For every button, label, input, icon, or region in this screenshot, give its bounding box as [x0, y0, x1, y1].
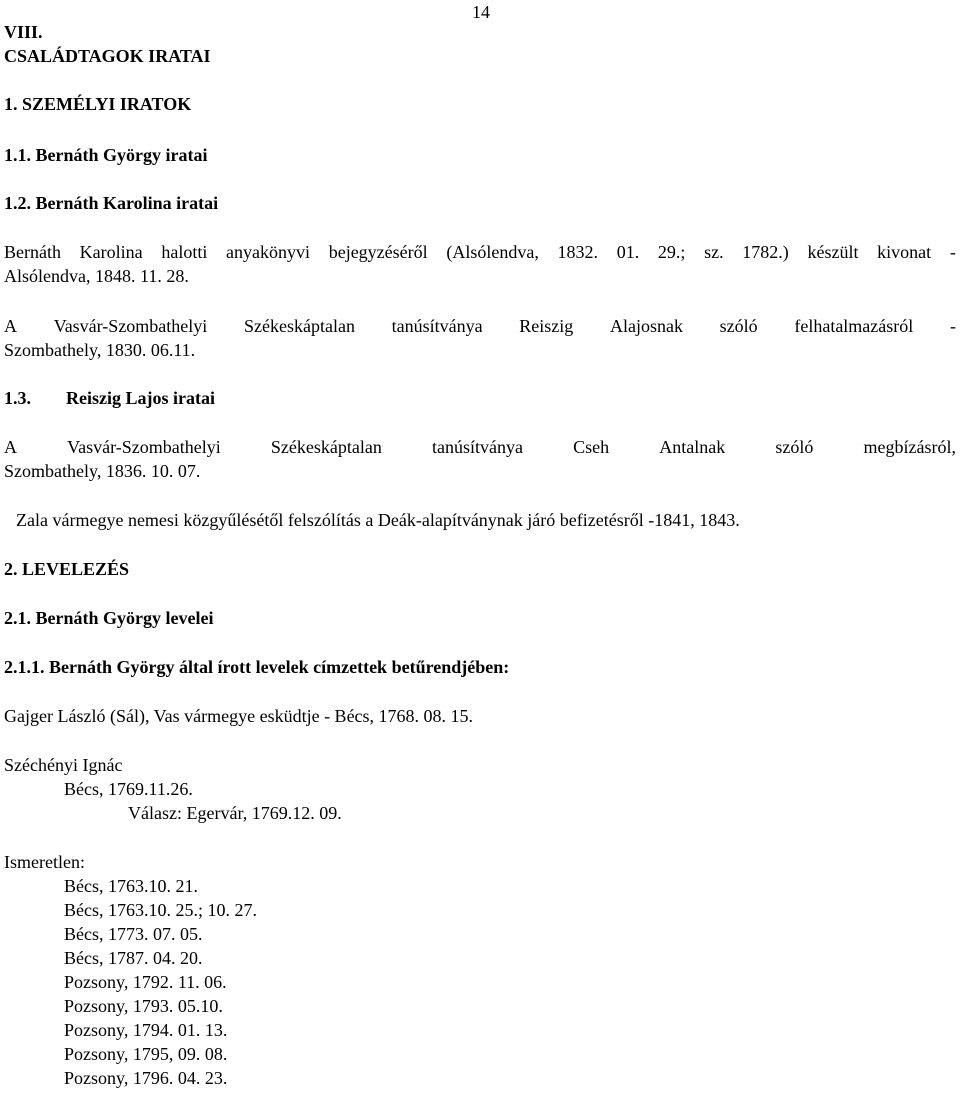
document-entry-karolina-line1 — [4, 240, 956, 264]
letter-entry-unknown: Pozsony, 1792. 11. 06. — [64, 972, 227, 992]
subsubsection-heading-written-letters: 2.1.1. Bernáth György által írott levelek címzettek betűrendjében: — [4, 657, 510, 677]
word: A — [4, 316, 17, 336]
letter-entry-unknown: Bécs, 1773. 07. 05. — [64, 924, 203, 944]
letter-entry-unknown: Pozsony, 1795, 09. 08. — [64, 1044, 228, 1064]
word: - — [949, 316, 956, 336]
letter-entry-gajger: Gajger László (Sál), Vas vármegye esküdtje - Bécs, 1768. 08. 15. — [4, 706, 474, 726]
word: szóló — [719, 316, 758, 336]
page-number: 14 — [472, 2, 490, 22]
letter-list-unknown — [64, 874, 257, 1090]
document-entry-mandate-line2: Szombathely, 1836. 10. 07. — [4, 461, 201, 481]
section-heading-personal-documents: 1. SZEMÉLYI IRATOK — [4, 94, 192, 114]
recipient-name-szechenyi: Széchényi Ignác — [4, 755, 123, 775]
document-entry-authorization-line2: Szombathely, 1830. 06.11. — [4, 340, 196, 360]
word: szóló — [775, 437, 814, 457]
letter-entry-unknown: Pozsony, 1793. 05.10. — [64, 996, 223, 1016]
word: tanúsítványa — [391, 316, 483, 336]
letter-entry-unknown: Bécs, 1763.10. 21. — [64, 876, 198, 896]
reply-entry-szechenyi: Válasz: Egervár, 1769.12. 09. — [128, 803, 342, 823]
word: Reiszig — [519, 316, 574, 336]
recipient-name-unknown: Ismeretlen: — [4, 852, 85, 872]
word: Vasvár-Szombathelyi — [53, 316, 208, 336]
word: kivonat — [877, 242, 932, 262]
word: Cseh — [573, 437, 610, 457]
word: tanúsítványa — [431, 437, 523, 457]
chapter-title: CSALÁDTAGOK IRATAI — [4, 46, 211, 66]
word: sz. — [704, 242, 724, 262]
word: megbízásról, — [863, 437, 956, 457]
document-entry-mandate-line1 — [4, 435, 956, 459]
word: felhatalmazásról — [794, 316, 914, 336]
section-heading-correspondence: 2. LEVELEZÉS — [4, 559, 130, 579]
word: Székeskáptalan — [270, 437, 382, 457]
word: anyakönyvi — [226, 242, 311, 262]
letter-entry-unknown: Pozsony, 1796. 04. 23. — [64, 1068, 228, 1088]
document-entry-zala-summons: Zala vármegye nemesi közgyűlésétől felszólítás a Deák-alapítványnak járó befizetésről -1841, 1843. — [16, 510, 740, 530]
word: Antalnak — [659, 437, 726, 457]
document-entry-karolina-line2: Alsólendva, 1848. 11. 28. — [4, 266, 189, 286]
letter-entry-unknown: Bécs, 1787. 04. 20. — [64, 948, 203, 968]
subsection-heading-bernath-gyorgy: 1.1. Bernáth György iratai — [4, 145, 208, 165]
subsection-heading-bernath-karolina: 1.2. Bernáth Karolina iratai — [4, 193, 219, 213]
letter-entry-szechenyi: Bécs, 1769.11.26. — [64, 779, 193, 799]
word: Vasvár-Szombathelyi — [67, 437, 221, 457]
word: Bernáth — [4, 242, 61, 262]
word: bejegyzéséről — [328, 242, 428, 262]
word: 1782.) — [742, 242, 789, 262]
word: (Alsólendva, — [446, 242, 539, 262]
letter-entry-unknown: Bécs, 1763.10. 25.; 10. 27. — [64, 900, 257, 920]
word: Alajosnak — [609, 316, 683, 336]
document-entry-authorization-line1 — [4, 314, 956, 338]
word: 1832. — [557, 242, 599, 262]
subsection-title-reiszig: Reiszig Lajos iratai — [66, 388, 215, 408]
word: készült — [807, 242, 859, 262]
subsection-number-reiszig: 1.3. — [4, 388, 31, 408]
letter-entry-unknown: Pozsony, 1794. 01. 13. — [64, 1020, 228, 1040]
chapter-number: VIII. — [4, 22, 43, 42]
word: 01. — [616, 242, 640, 262]
word: - — [949, 242, 956, 262]
word: Székeskáptalan — [243, 316, 355, 336]
word: 29.; — [657, 242, 686, 262]
word: A — [4, 437, 17, 457]
word: Karolina — [79, 242, 143, 262]
word: halotti — [161, 242, 208, 262]
subsection-heading-letters: 2.1. Bernáth György levelei — [4, 608, 214, 628]
